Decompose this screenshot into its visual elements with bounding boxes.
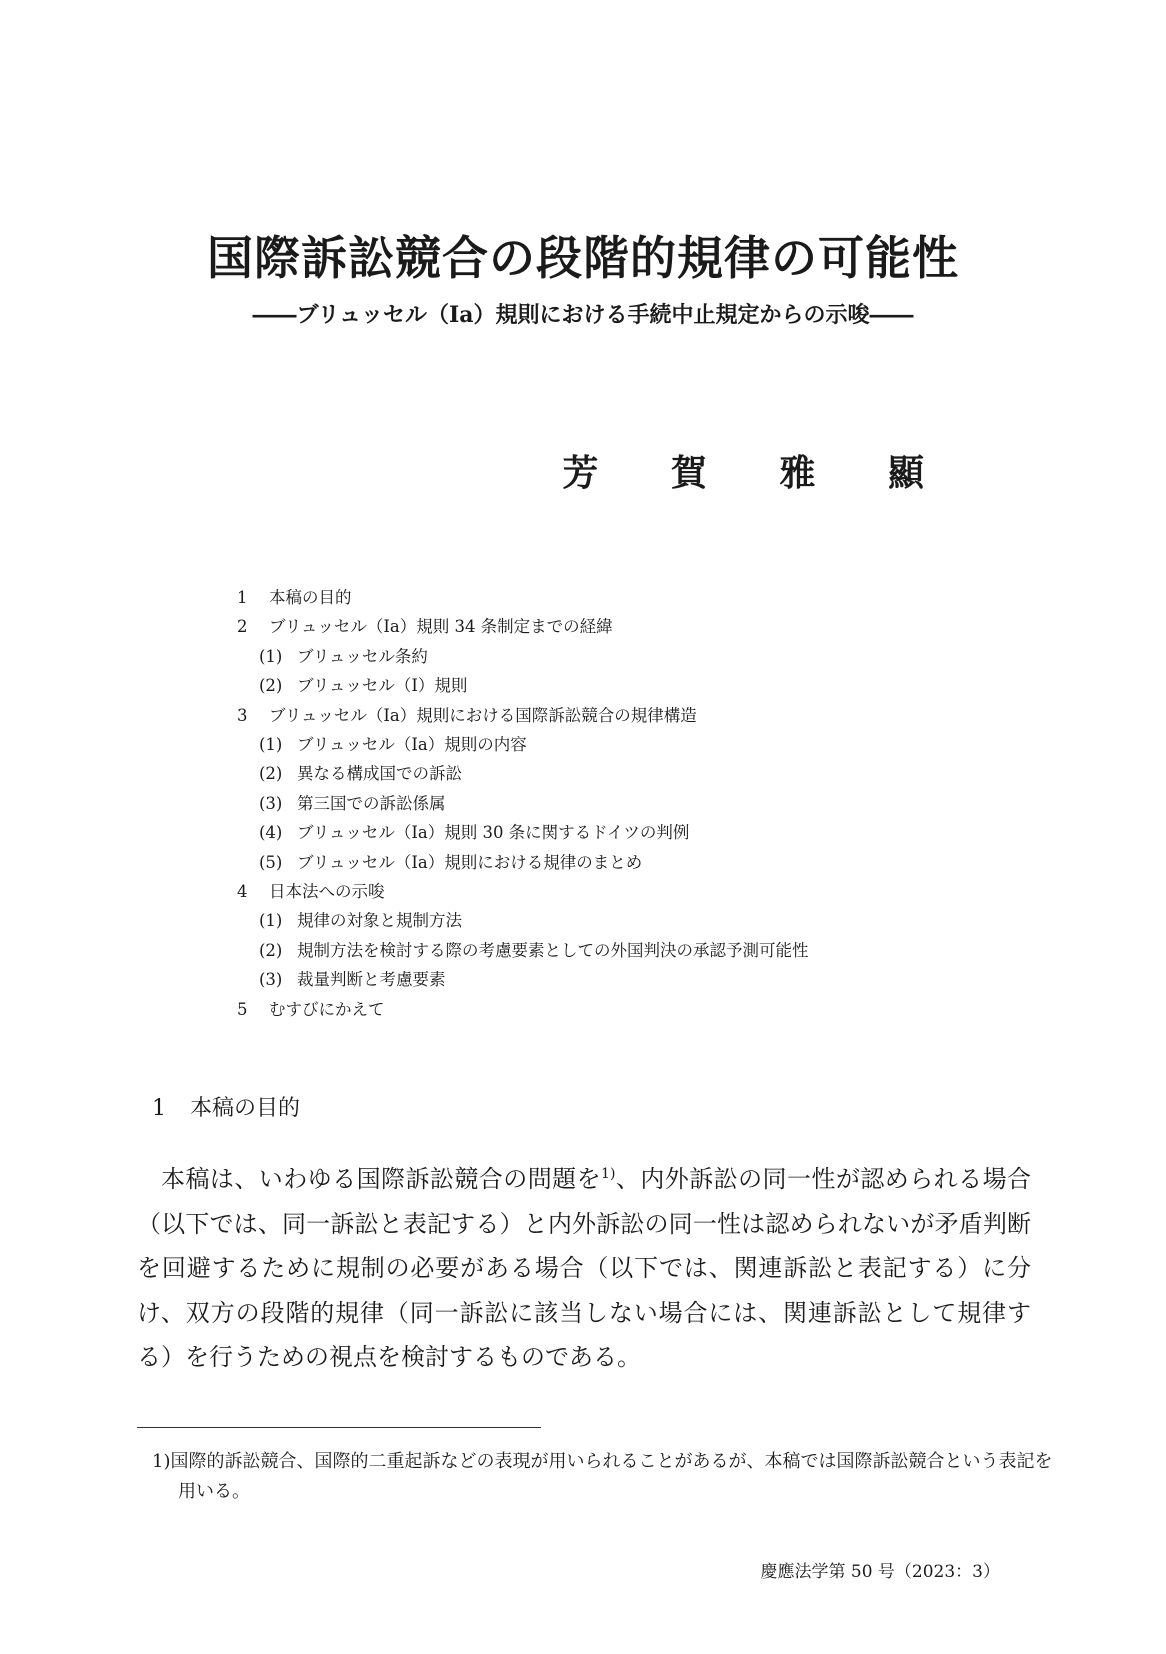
toc-item-label: 日本法への示唆 bbox=[269, 882, 385, 902]
toc-item-number: 5 bbox=[237, 999, 248, 1019]
toc-subitem bbox=[237, 936, 809, 965]
body-text-part2: 、内外訴訟の同一性が認められる場合（以下では、同一訴訟と表記する）と内外訴訟の同一性は認められないが矛盾判断を回避するために規制の必要がある場合（以下では、関連訴訟と表記する）に分け、双方の段階的規律（同一訴訟に該当しない場合には、関連訴訟として規律する）を行うための視点を検討するものである。 bbox=[137, 1165, 1032, 1372]
footnote-marker: 1) bbox=[152, 1451, 171, 1472]
section-title: 本稿の目的 bbox=[190, 1096, 301, 1121]
footnote-divider bbox=[137, 1427, 541, 1428]
toc-item-label: 規制方法を検討する際の考慮要素としての外国判決の承認予測可能性 bbox=[297, 940, 809, 960]
toc-item bbox=[237, 583, 809, 612]
footnote-reference: 1) bbox=[601, 1166, 616, 1182]
toc-item-label: 規律の対象と規制方法 bbox=[297, 911, 462, 931]
toc-item-label: むすびにかえて bbox=[269, 999, 385, 1019]
toc-item-number: 4 bbox=[237, 882, 248, 902]
toc-item-label: ブリュッセル（Ⅰa）規則における規律のまとめ bbox=[297, 852, 643, 872]
section-number: 1 bbox=[152, 1096, 166, 1121]
toc-item-number: (3) bbox=[259, 793, 283, 813]
toc-item-number: (5) bbox=[259, 852, 283, 872]
table-of-contents bbox=[237, 583, 809, 1024]
toc-item bbox=[237, 995, 809, 1024]
toc-item bbox=[237, 612, 809, 641]
toc-item-number: (4) bbox=[259, 823, 283, 843]
toc-item-label: 異なる構成国での訴訟 bbox=[297, 764, 462, 784]
paper-title: 国際訴訟競合の段階的規律の可能性 bbox=[207, 231, 959, 285]
paper-subtitle: ――ブリュッセル（Ⅰa）規則における手続中止規定からの示唆―― bbox=[252, 302, 914, 328]
toc-item-number: (2) bbox=[259, 764, 283, 784]
toc-subitem bbox=[237, 818, 809, 847]
toc-item-label: ブリュッセル（Ⅰ）規則 bbox=[297, 676, 468, 696]
toc-subitem bbox=[237, 759, 809, 788]
toc-item-label: ブリュッセル（Ⅰa）規則の内容 bbox=[297, 735, 527, 755]
toc-item-label: 裁量判断と考慮要素 bbox=[297, 970, 446, 990]
toc-subitem bbox=[237, 642, 809, 671]
body-paragraph bbox=[137, 1157, 1031, 1380]
toc-item-number: (2) bbox=[259, 940, 283, 960]
toc-subitem bbox=[237, 789, 809, 818]
toc-item bbox=[237, 701, 809, 730]
toc-item bbox=[237, 877, 809, 906]
toc-subitem bbox=[237, 848, 809, 877]
toc-item-label: ブリュッセル（Ⅰa）規則 34 条制定までの経緯 bbox=[269, 617, 613, 637]
toc-item-label: ブリュッセル（Ⅰa）規則 30 条に関するドイツの判例 bbox=[297, 823, 690, 843]
toc-subitem bbox=[237, 906, 809, 935]
toc-item-number: 1 bbox=[237, 588, 248, 607]
journal-footer: 慶應法学第 50 号（2023：3） bbox=[760, 1562, 1000, 1582]
toc-item-number: 2 bbox=[237, 617, 248, 637]
body-text-part1: 本稿は、いわゆる国際訴訟競合の問題を bbox=[161, 1165, 602, 1193]
footnote-text: 国際的訴訟競合、国際的二重起訴などの表現が用いられることがあるが、本稿では国際訴訟競合という表記を用いる。 bbox=[170, 1451, 1053, 1502]
toc-item-number: (1) bbox=[259, 646, 283, 666]
toc-item-number: 3 bbox=[237, 705, 248, 725]
toc-item-number: (1) bbox=[259, 911, 283, 931]
toc-item-label: 第三国での訴訟係属 bbox=[297, 793, 446, 813]
toc-subitem bbox=[237, 671, 809, 700]
toc-item-label: ブリュッセル条約 bbox=[297, 646, 428, 666]
section-heading bbox=[152, 1093, 300, 1125]
footnote bbox=[152, 1447, 1060, 1507]
toc-subitem bbox=[237, 965, 809, 994]
author-name: 芳 賀 雅 顯 bbox=[562, 452, 954, 494]
toc-subitem bbox=[237, 730, 809, 759]
toc-item-number: (3) bbox=[259, 970, 283, 990]
toc-item-number: (2) bbox=[259, 676, 283, 696]
toc-item-number: (1) bbox=[259, 735, 283, 755]
toc-item-label: ブリュッセル（Ⅰa）規則における国際訴訟競合の規律構造 bbox=[269, 705, 697, 725]
toc-item-label: 本稿の目的 bbox=[269, 588, 352, 607]
